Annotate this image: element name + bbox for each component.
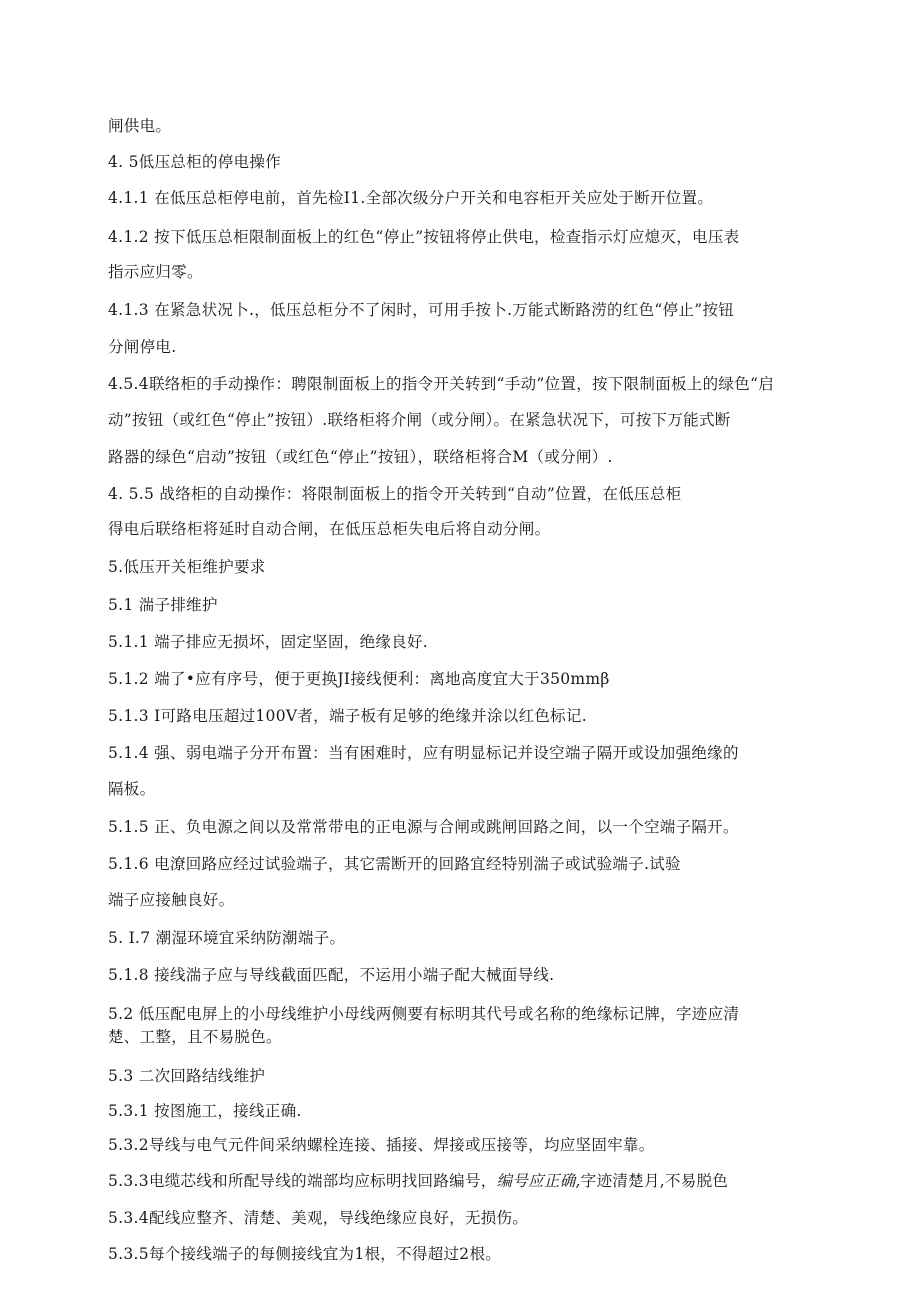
text-line: 分闸停电. (108, 338, 177, 356)
italic-segment: 编号应正确, (496, 1172, 581, 1190)
text-line: 隔板。 (108, 780, 156, 798)
text-line-mixed (108, 1171, 728, 1191)
text-line: 4.1.1 在低压总柜停电前，首先检I1.全部次级分户开关和电容柜开关应处于断开位置。 (108, 189, 714, 207)
text-line: 4.5.4联络柜的手动操作：聘限制面板上的指令开关转到“手动”位置，按下限制面板上的绿色“启 (108, 375, 775, 393)
text-line: 5.3.4配线应整齐、清楚、美观，导线绝缘应良好，无损伤。 (108, 1209, 529, 1227)
text-line: 5.1.1 端子排应无损坏，固定坚固，绝缘良好. (108, 633, 428, 651)
text-line: 闸供电。 (108, 117, 172, 135)
text-line: 5.3.2导线与电气元件间采纳螺栓连接、插接、焊接或压接等，均应坚固牢靠。 (108, 1136, 655, 1154)
text-line: 5.1.3 I可路电压超过100V者，端子板有足够的绝缘并涂以红色标记. (108, 707, 587, 725)
text-line: 4. 5.5 战络柜的自动操作：将限制面板上的指令开关转到“自动”位置，在低压总柜 (108, 485, 682, 503)
section-heading: 5.3 二次回路结线维护 (108, 1067, 266, 1085)
text-line: 5.1.2 端了•应有序号，便于更换JI接线便利：离地高度宜大于350mmβ (108, 670, 610, 688)
text-line: 4.1.3 在紧急状况卜.，低压总柜分不了闲时，可用手按卜.万能式断路涝的红色“停止”按钮 (108, 301, 735, 319)
text-line: 5.1.6 电潦回路应经过试验端子，其它需断开的回路宜经特别湍子或试验端子.试验 (108, 855, 681, 873)
text-line: 5.3.5每个接线端子的每侧接线宜为1根，不得超过2根。 (108, 1245, 502, 1263)
text-line: 楚、工整，且不易脱色。 (108, 1028, 282, 1046)
section-heading: 5.1 湍子排维护 (108, 596, 218, 614)
text-line: 端子应接触良好。 (108, 891, 235, 909)
text-line: 5.1.5 正、负电源之间以及常常带电的正电源与合闸或跳闸回路之间，以一个空端子隔开。 (108, 818, 739, 836)
text-line: 4.1.2 按下低压总柜限制面板上的红色“停止”按钮将停止供电，检查指示灯应熄灭，电压表 (108, 228, 740, 246)
text-line: 5.2 低压配电屏上的小母线维护小母线两侧要有标明其代号或名称的绝缘标记牌，字迹应清 (108, 1005, 740, 1023)
text-line: 5.1.8 接线湍子应与导线截面匹配，不运用小端子配大械面导线. (108, 966, 555, 984)
text-segment: 5.3.3电缆芯线和所配导线的端部均应标明找回路编号， (108, 1172, 497, 1190)
text-segment: 字迹清楚月,不易脱色 (580, 1172, 729, 1190)
section-heading: 4. 5低压总柜的停电操作 (108, 153, 281, 171)
text-line: 得电后联络柜将延时自动合闸，在低压总柜失电后将自动分闸。 (108, 520, 551, 538)
section-heading: 5.低压开关柜维护要求 (108, 558, 266, 576)
text-line: 指示应归零。 (108, 263, 203, 281)
text-line: 路器的绿色“启动”按钮（或红色“停止”按钮），联络柜将合M（或分闸）. (108, 448, 613, 466)
text-line: 5.1.4 强、弱电端子分开布置：当有困难时，应有明显标记并设空端子隔开或设加强绝缘的 (108, 744, 739, 762)
text-line: 5.3.1 按图施工，接线正确. (108, 1102, 302, 1120)
text-line: 动”按钮（或红色“停止”按钮）.联络柜将介闸（或分闸）。在紧急状况下，可按下万能式断 (108, 411, 731, 429)
text-line: 5. I.7 潮湿环境宜采纳防潮端子。 (108, 929, 346, 947)
